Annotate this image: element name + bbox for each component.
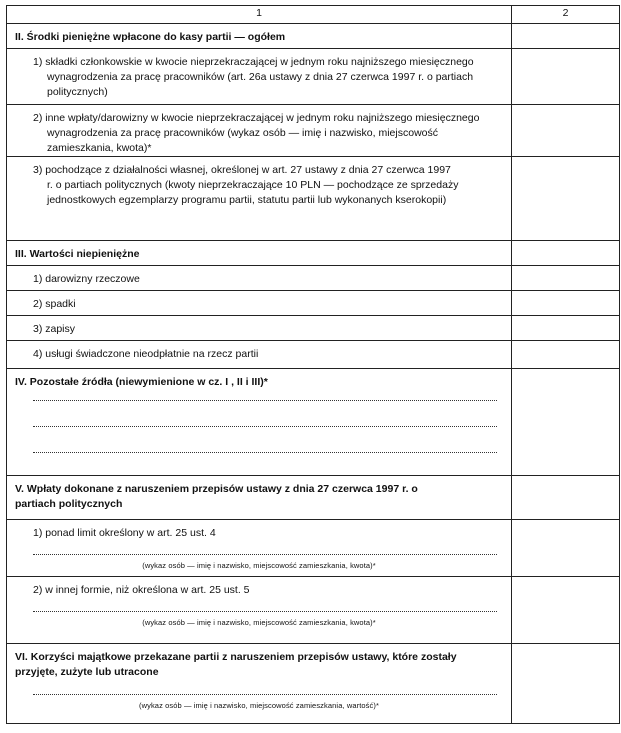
section-v-row — [7, 476, 620, 520]
section-ii-item-3: 3) pochodzące z działalności własnej, określonej w art. 27 ustawy z dnia 27 czerwca 1997 r. o partiach politycznych (kwoty nieprzekraczające 10 PLN — pochodzące ze sprzedaży jednostkowych egzemplarzy programu partii, statutu partii lub wykonanych kserokopii) — [33, 164, 459, 206]
section-vi-caption: (wykaz osób — imię i nazwisko, miejscowość zamieszkania, wartość)* — [138, 701, 379, 710]
section-ii-item-2-row — [7, 105, 620, 157]
section-vi-title: VI. Korzyści majątkowe przekazane partii z naruszeniem przepisów ustawy, które zostały przyjęte, zużyte lub utracone — [15, 651, 457, 678]
section-v-item-2-label: 2) w innej formie, niż określona w art. 25 ust. 5 — [33, 584, 250, 596]
section-iii-item-3: 3) zapisy — [7, 316, 512, 341]
section-v-item-2-row — [7, 577, 620, 644]
section-ii-item-1: 1) składki członkowskie w kwocie nieprzekraczającej w jednym roku najniższego miesięcznego wynagrodzenia za pracę pracowników (art. 26a ustawy z dnia 27 czerwca 1997 r. o partiach politycznych) — [33, 56, 474, 98]
section-v-item-1-row — [7, 520, 620, 577]
section-iii-item-1: 1) darowizny rzeczowe — [7, 266, 512, 291]
section-ii-row — [7, 24, 620, 49]
header-row — [7, 6, 620, 24]
section-iii-item-1-value-cell[interactable] — [512, 266, 620, 291]
column-2-header: 2 — [512, 6, 620, 24]
section-ii-item-3-row — [7, 157, 620, 241]
section-ii-title: II. Środki pieniężne wpłacone do kasy partii — ogółem — [7, 24, 512, 49]
section-v-item-2-caption: (wykaz osób — imię i nazwisko, miejscowość zamieszkania, kwota)* — [142, 618, 376, 627]
section-ii-item-1-row — [7, 49, 620, 105]
section-v-value-cell[interactable] — [512, 476, 620, 520]
section-iii-title: III. Wartości niepieniężne — [7, 241, 512, 266]
section-v-item-1-fill-line[interactable] — [33, 554, 497, 555]
section-iii-row — [7, 241, 620, 266]
section-iii-item-3-value-cell[interactable] — [512, 316, 620, 341]
section-iii-item-2-row — [7, 291, 620, 316]
section-iii-item-4-row — [7, 341, 620, 369]
section-v-item-1-label: 1) ponad limit określony w art. 25 ust. 4 — [33, 527, 216, 539]
section-vi-value-cell[interactable] — [512, 644, 620, 724]
column-1-header: 1 — [7, 6, 512, 24]
section-v-item-1-value-cell[interactable] — [512, 520, 620, 577]
section-iv-value-cell[interactable] — [512, 369, 620, 476]
section-vi-row — [7, 644, 620, 724]
section-ii-value-cell[interactable] — [512, 24, 620, 49]
section-iii-item-2-value-cell[interactable] — [512, 291, 620, 316]
section-iii-item-1-row — [7, 266, 620, 291]
section-iv-fill-line-3[interactable] — [33, 452, 497, 453]
section-v-item-2-fill-line[interactable] — [33, 611, 497, 612]
section-iv-title: IV. Pozostałe źródła (niewymienione w cz. I , II i III)* — [15, 376, 268, 388]
section-iii-item-4-value-cell[interactable] — [512, 341, 620, 369]
section-ii-item-1-value-cell[interactable] — [512, 49, 620, 105]
section-iv-fill-line-2[interactable] — [33, 426, 497, 427]
section-iii-item-2: 2) spadki — [7, 291, 512, 316]
section-iii-item-4: 4) usługi świadczone nieodpłatnie na rzecz partii — [7, 341, 512, 369]
section-iii-value-cell[interactable] — [512, 241, 620, 266]
section-ii-item-3-value-cell[interactable] — [512, 157, 620, 241]
section-iii-item-3-row — [7, 316, 620, 341]
section-vi-fill-line[interactable] — [33, 694, 497, 695]
section-iv-row — [7, 369, 620, 476]
section-v-item-2-value-cell[interactable] — [512, 577, 620, 644]
section-ii-item-2: 2) inne wpłaty/darowizny w kwocie nieprzekraczającej w jednym roku najniższego miesięcznego wynagrodzenia za pracę pracowników (wykaz osób — imię i nazwisko, miejscowość zamieszkania, kwota)* — [33, 112, 480, 154]
financial-report-table — [6, 5, 620, 724]
section-v-title: V. Wpłaty dokonane z naruszeniem przepisów ustawy z dnia 27 czerwca 1997 r. o partiach politycznych — [7, 476, 512, 520]
section-v-item-1-caption: (wykaz osób — imię i nazwisko, miejscowość zamieszkania, kwota)* — [142, 561, 376, 570]
section-ii-item-2-value-cell[interactable] — [512, 105, 620, 157]
section-iv-fill-line-1[interactable] — [33, 400, 497, 401]
